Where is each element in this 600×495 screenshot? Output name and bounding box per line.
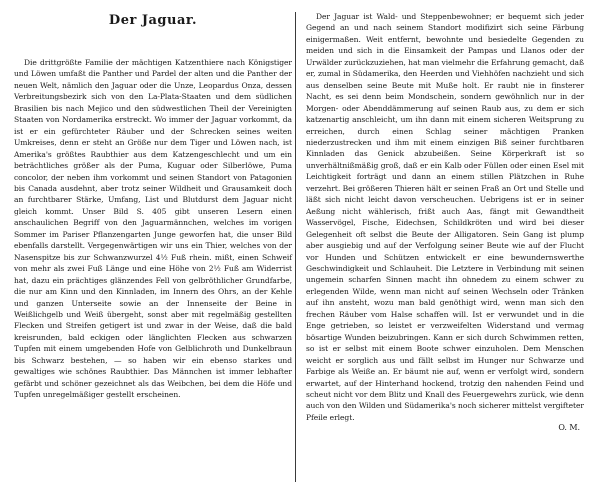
right-column-paragraph: Der Jaguar ist Wald- und Steppenbewohner; er bequemt sich jeder Gegend an und nach seinem Standort modifizirt sich seine Färbung einigermaßen. Weit entfernt, bewohnte und besiedelte Gegenden zu meiden und sich in die Einsamkeit der Pampas und Llanos oder der Urwälder zurückzuziehen, hat man vielmehr die Erfahrung gemacht, daß er, zumal in Südamerika, den Heerden und Viehhöfen nachzieht und sich aus denselben seine Beute mit Muße holt. Er raubt nie in finsterer Nacht, es sei denn beim Mondschein, sondern gewöhnlich nur in der Morgen- oder Abenddämmerung auf seinen Raub aus, zu dem er sich katzenartig anschleicht, um ihn dann mit einem sicheren Weitsprung zu erreichen, durch einen Schlag seiner mächtigen Pranken niederzustrecken und ihm mit einem einzigen Biß seiner furchtbaren Kinnladen das Genick abzubeißen. Seine Körperkraft ist so unverhältnißmäßig groß, daß er ein Kalb oder Füllen oder einen Esel mit Leichtigkeit forträgt und dann an einem stillen Plätzchen in Ruhe verzehrt. Bei größeren Thieren hält er seinen Fraß an Ort und Stelle und läßt sich nicht leicht davon verscheuchen. Uebrigens ist er in seiner Aeßung nicht wählerisch, frißt auch Aas, fängt mit Gewandtheit Wasservögel, Fische, Eidechsen, Schildkröten und wird bei dieser Gelegenheit oft selbst die Beute der Alligatoren. Sein Gang ist plump aber ausgiebig und auf der Verfolgung seiner Beute wie auf der Flucht vor Hunden und Schützen entwickelt er eine bewundernswerthe Geschwindigkeit und Schlauheit. Die Letztere in Verbindung mit seinen ungemein scharfen Sinnen macht ihn ohnedem zu einem schwer zu erlegenden Wilde, wenn man nicht auf seinen Wechseln oder Tränken auf ihn ansteht, wozu man bald genöthigt wird, wenn man sich den frechen Räuber vom Halse schaffen will. Ist er verwundet und in die Enge getrieben, so leistet er verzweifelten Widerstand und vermag bösartige Wunden beizubringen. Kann er sich durch Schwimmen retten, so ist er selbst mit einem Boote schwer einzuholen. Dem Menschen weicht er sorglich aus und fällt selbst im Hunger nur Schwarze und Farbige als Weiße an. Er bäumt nie auf, wenn er verfolgt wird, sondern erwartet, auf der Hinterhand hockend, trotzig den nahenden Feind und scheut nicht vor dem Blitz und Knall des Feuergewehrs zurück, wie denn auch von den Wilden und Südamerika's noch sicherer mittelst vergifteter Pfeile erlegt. — [306, 12, 584, 422]
left-column-paragraph: Die drittgrößte Familie der mächtigen Katzenthiere nach Königstiger und Löwen umfaßt die Panther und Pardel der alten und die Panther der neuen Welt, nämlich den Jaguar oder die Unze, Leopardus Onza, dessen Verbreitungsbezirk sich von den La-Plata-Staaten und dem südlichen Brasilien bis nach Mejico und den südwestlichen Theil der Vereinigten Staaten von Nordamerika erstreckt. Wo immer der Jaguar vorkommt, da ist er ein gefürchteter Räuber und der Schrecken seines weiten Umkreises, denn er steht an Größe nur dem Tiger und Löwen nach, ist Amerika's größtes Raubthier aus dem Katzengeschlecht und um ein beträchtliches größer als der Puma, Kuguar oder Silberlöwe, Puma concolor, der neben ihm vorkommt und seinen Standort von Patagonien bis Canada ausdehnt, aber trotz seiner Wildheit und Grausamkeit doch an furchtbarer Stärke, Umfang, List und Blutdurst dem Jaguar nicht gleich kommt. Unser Bild S. 405 gibt unseren Lesern einen anschaulichen Begriff von den Jaguarmännchen, welches im vorigen Sommer im Pariser Pflanzengarten Junge geworfen hat, die unser Bild ebenfalls darstellt. Vergegenwärtigen wir uns ein Thier, welches von der Nasenspitze bis zur Schwanzwurzel 4½ Fuß rhein. mißt, einen Schweif von mehr als zwei Fuß Länge und eine Höhe von 2½ Fuß am Widerrist hat, dazu ein prächtiges glänzendes Fell von gelbröthlicher Grundfarbe, die nur am Kinn und den Kinnladen, im Innern des Ohrs, an der Kehle und ganzen Unterseite sowie an der Innenseite der Beine in Weißlichgelb und Weiß übergeht, sonst aber mit regelmäßig gestellten Flecken und Streifen getigert ist und zwar in der Weise, daß die bald kreisrunden, bald eckigen oder länglichten Flecken aus schwarzen Tupfen mit einem umgebenden Hofe von Gelblichroth und Dunkelbraun bis Schwarz bestehen, — so haben wir ein ebenso starkes und gewaltiges wie schönes Raubthier. Das Männchen ist immer lebhafter gefärbt und schöner gezeichnet als das Weibchen, bei dem die Höfe und Tupfen unregelmäßiger gestellt erscheinen. — [14, 58, 292, 400]
column-divider — [295, 12, 296, 482]
author-signature: O. M. — [558, 423, 580, 433]
right-column — [306, 11, 584, 434]
left-column — [14, 11, 292, 401]
article-title: Der Jaguar. — [108, 13, 198, 28]
